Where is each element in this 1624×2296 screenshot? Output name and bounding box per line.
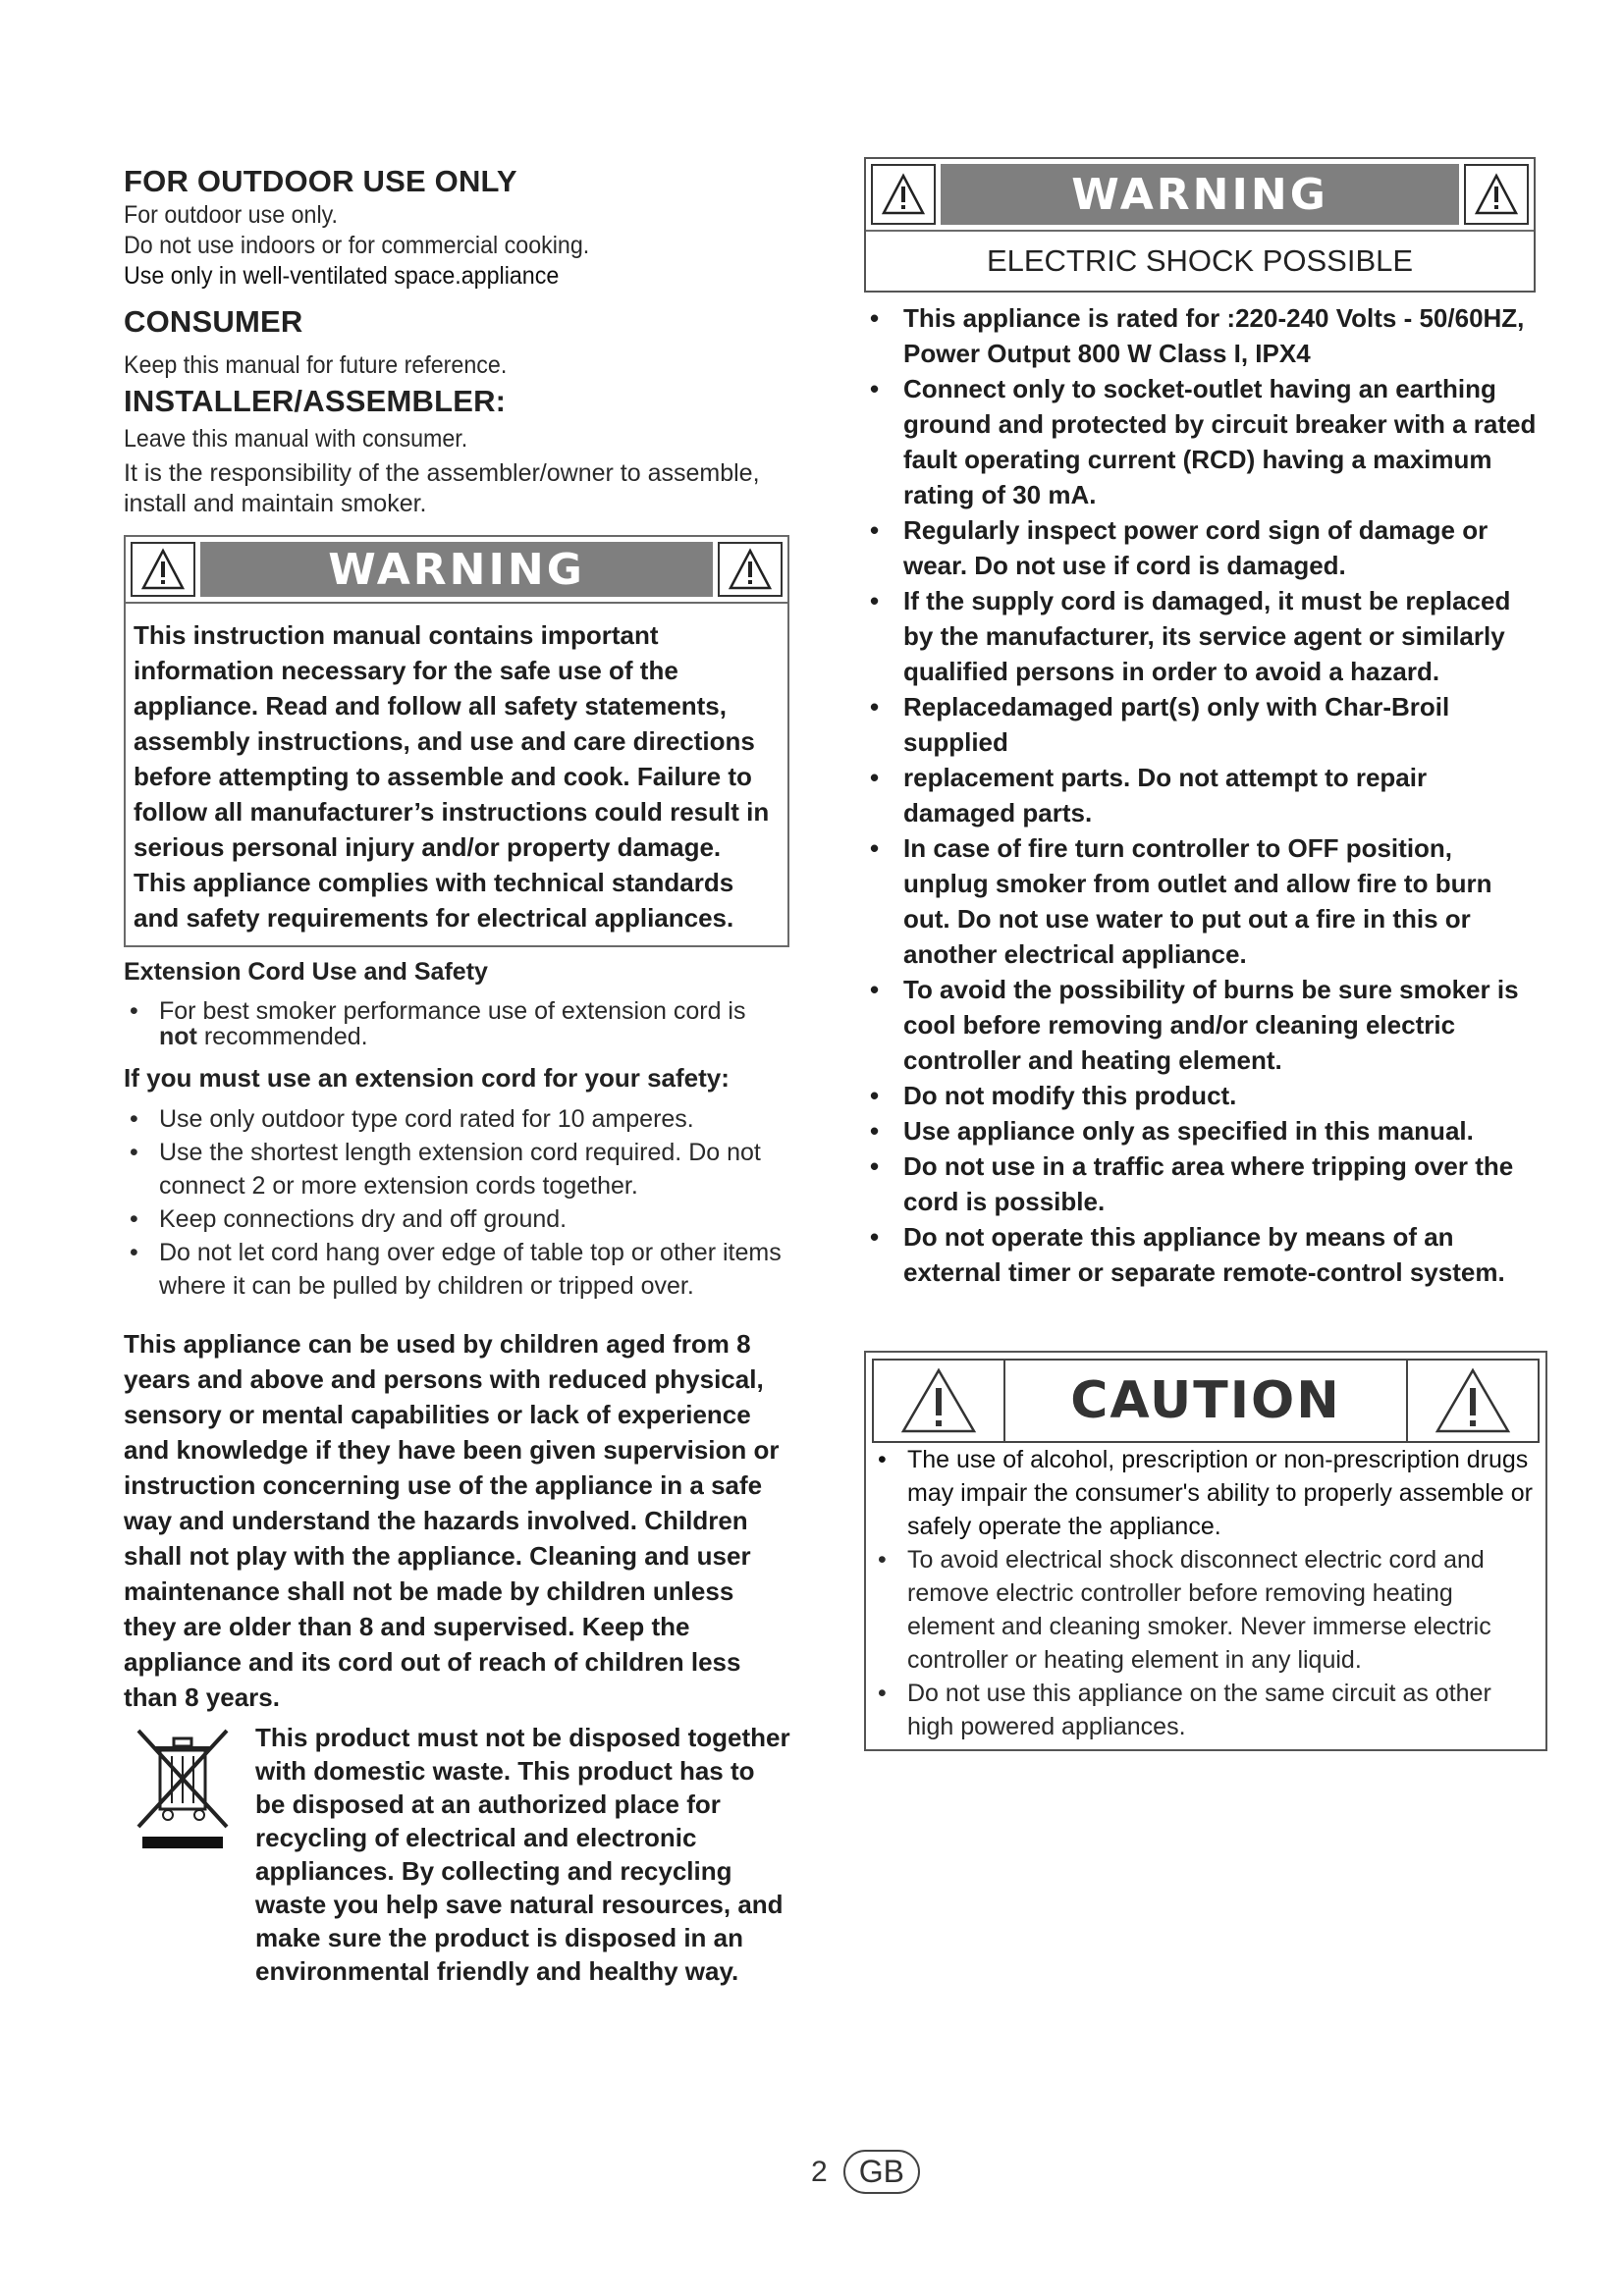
list-item: • Do not operate this appliance by means of an external timer or separate remote-control system. xyxy=(864,1219,1542,1290)
list-item: • In case of fire turn controller to OFF position, unplug smoker from outlet and allow fire to burn out. Do not use water to put out a fire in this or another electrical appliance. xyxy=(864,830,1542,972)
caution-triangle-icon xyxy=(874,1361,1005,1441)
warning-band xyxy=(126,537,787,604)
warning-label: WARNING xyxy=(328,544,585,595)
list-item: • This appliance is rated for :220-240 Volts - 50/60HZ, Power Output 800 W Class I, IPX4 xyxy=(864,300,1542,371)
weee-bin-icon xyxy=(124,1721,242,1988)
caution-box xyxy=(864,1351,1547,1751)
list-item: • Regularly inspect power cord sign of damage or wear. Do not use if cord is damaged. xyxy=(864,512,1542,583)
list-item: • Use appliance only as specified in this manual. xyxy=(864,1113,1542,1148)
right-column xyxy=(864,157,1542,1751)
installer-heading: INSTALLER/ASSEMBLER: xyxy=(124,384,507,418)
list-item: • To avoid the possibility of burns be sure smoker is cool before removing and/or cleaning electric controller and heating element. xyxy=(864,972,1542,1078)
list-item: • Do not let cord hang over edge of table top or other items where it can be pulled by children or tripped over. xyxy=(124,1236,791,1303)
list-item: • Replacedamaged part(s) only with Char-Broil supplied xyxy=(864,689,1542,760)
warning-band xyxy=(866,159,1534,232)
extension-heading: Extension Cord Use and Safety xyxy=(124,958,488,986)
must-use-heading: If you must use an extension cord for your safety: xyxy=(124,1063,730,1093)
list-item: • If the supply cord is damaged, it must be replaced by the manufacturer, its service agent or similarly qualified persons in order to avoid a hazard. xyxy=(864,583,1542,689)
outdoor-line: For outdoor use only. xyxy=(124,201,338,229)
outdoor-line: Use only in well-ventilated space.appliance xyxy=(124,262,560,290)
shock-warning-box xyxy=(864,157,1536,293)
warning-triangle-icon xyxy=(718,542,783,597)
left-column xyxy=(124,163,791,1988)
warning-box xyxy=(124,535,789,947)
caution-triangle-icon xyxy=(1406,1361,1538,1441)
page-footer xyxy=(811,2150,920,2194)
disposal-section xyxy=(124,1721,791,1988)
list-item: • To avoid electrical shock disconnect electric cord and remove electric controller before removing heating element and cleaning smoker. Never immerse electric controller or heating element in any liquid. xyxy=(872,1543,1540,1677)
list-item: • Use only outdoor type cord rated for 10 amperes. xyxy=(124,1102,791,1136)
language-badge: GB xyxy=(843,2150,920,2194)
shock-list xyxy=(864,300,1542,1290)
caution-list xyxy=(872,1443,1540,1743)
list-item: • For best smoker performance use of extension cord is not recommended. xyxy=(124,998,791,1049)
installer-paragraph: It is the responsibility of the assembler/owner to assemble, install and maintain smoker. xyxy=(124,459,760,517)
outdoor-heading: FOR OUTDOOR USE ONLY xyxy=(124,164,517,198)
extension-list xyxy=(124,1102,791,1303)
warning-triangle-icon xyxy=(131,542,195,597)
shock-subtitle: ELECTRIC SHOCK POSSIBLE xyxy=(986,243,1414,278)
warning-text: This instruction manual contains important information necessary for the safe use of the appliance. Read and follow all safety statements, assembly instructions, and use and care directions before attempting to assemble and cook. Failure to follow all manufacturer’s instructions could result in serious personal injury and/or property damage. This appliance complies with technical standards and safety requirements for electrical appliances. xyxy=(134,620,770,933)
consumer-heading: CONSUMER xyxy=(124,304,303,339)
list-item: • Do not use in a traffic area where tripping over the cord is possible. xyxy=(864,1148,1542,1219)
list-item: • Keep connections dry and off ground. xyxy=(124,1202,791,1236)
caution-label: CAUTION xyxy=(1070,1371,1341,1430)
consumer-line: Keep this manual for future reference. xyxy=(124,351,508,379)
list-item: • replacement parts. Do not attempt to repair damaged parts. xyxy=(864,760,1542,830)
warning-triangle-icon xyxy=(1464,164,1529,225)
outdoor-line: Do not use indoors or for commercial cooking. xyxy=(124,232,590,259)
warning-label: WARNING xyxy=(1071,169,1328,220)
list-item: • The use of alcohol, prescription or non-prescription drugs may impair the consumer's ability to properly assemble or safely operate the appliance. xyxy=(872,1443,1540,1543)
list-item: • Use the shortest length extension cord required. Do not connect 2 or more extension cords together. xyxy=(124,1136,791,1202)
children-paragraph: This appliance can be used by children aged from 8 years and above and persons with reduced physical, sensory or mental capabilities or lack of experience and knowledge if they have been given supervision or instruction concerning use of the appliance in a safe way and understand the hazards involved. Children shall not play with the appliance. Cleaning and user maintenance shall not be made by children unless they are older than 8 and supervised. Keep the appliance and its cord out of reach of children less than 8 years. xyxy=(124,1329,780,1712)
warning-triangle-icon xyxy=(871,164,936,225)
page-number: 2 xyxy=(811,2155,828,2188)
caution-band xyxy=(872,1359,1540,1443)
list-item: • Connect only to socket-outlet having an earthing ground and protected by circuit breaker with a rated fault operating current (RCD) having a maximum rating of 30 mA. xyxy=(864,371,1542,512)
disposal-paragraph: This product must not be disposed together with domestic waste. This product has to be disposed at an authorized place for recycling of electrical and electronic appliances. By collecting and recycling waste you help save natural resources, and make sure the product is disposed in an environmental friendly and healthy way. xyxy=(255,1723,790,1986)
list-item: • Do not use this appliance on the same circuit as other high powered appliances. xyxy=(872,1677,1540,1743)
installer-line: Leave this manual with consumer. xyxy=(124,425,468,453)
list-item: • Do not modify this product. xyxy=(864,1078,1542,1113)
extension-note xyxy=(124,998,791,1049)
